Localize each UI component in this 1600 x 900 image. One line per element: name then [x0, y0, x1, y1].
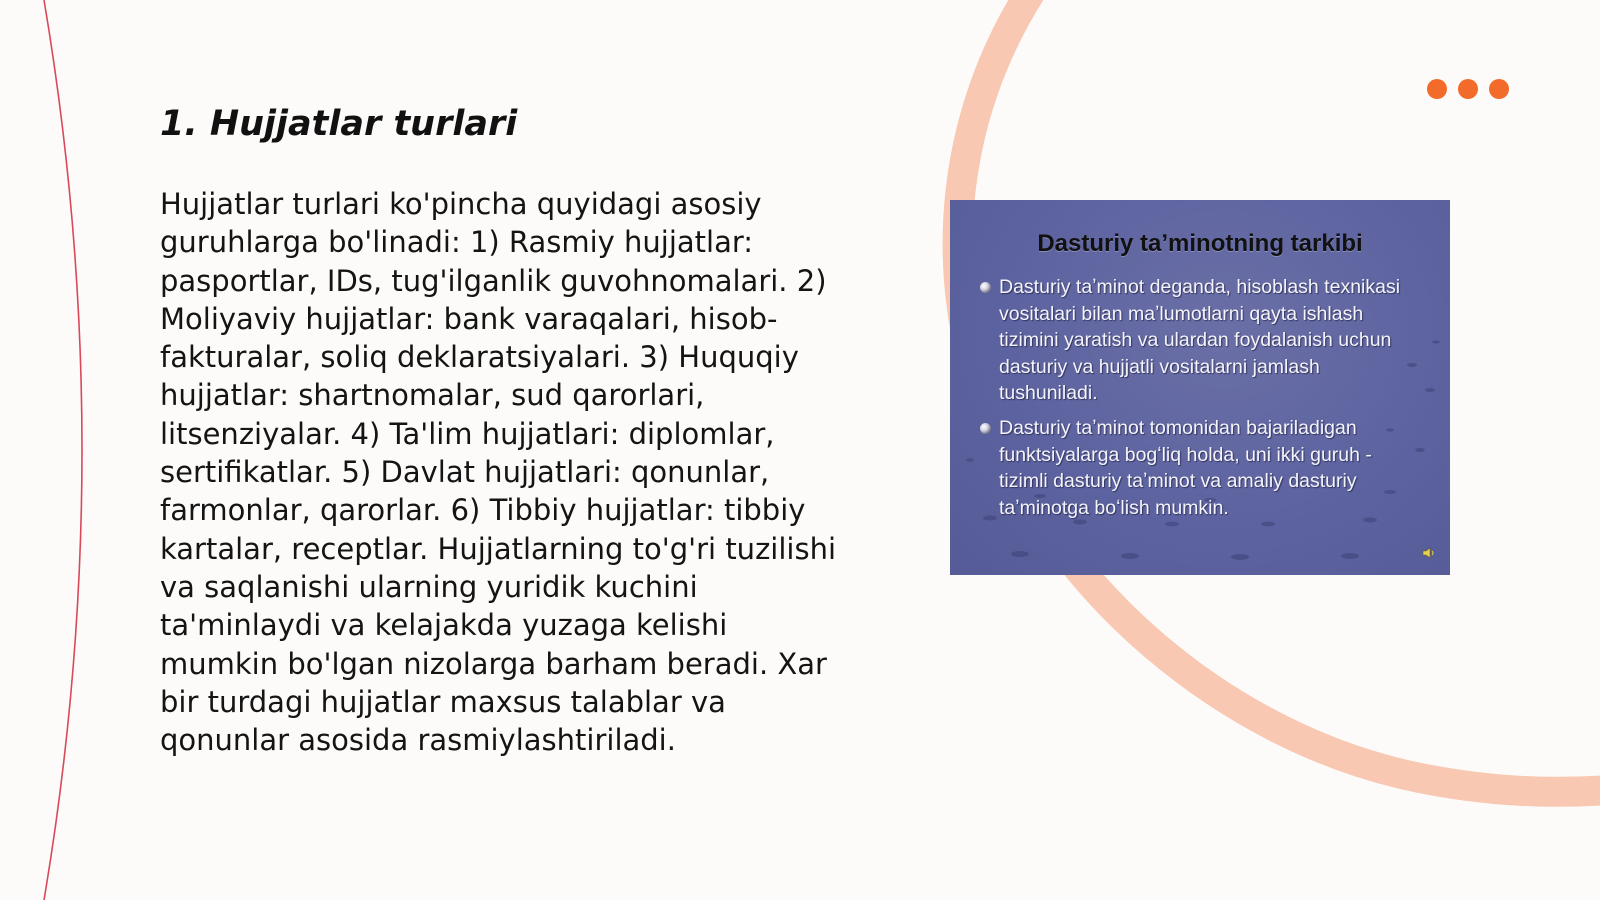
dot-icon	[1489, 79, 1509, 99]
inset-bullet-list	[980, 274, 1420, 529]
inset-bullet-item	[980, 274, 1420, 407]
slide-title: 1. Hujjatlar turlari	[160, 104, 518, 144]
sphere-bullet-icon	[980, 282, 991, 293]
dot-icon	[1458, 79, 1478, 99]
inset-title: Dasturiy taʼminotning tarkibi	[1037, 230, 1363, 257]
inset-bullet-text: Dasturiy taʼminot deganda, hisoblash texnikasi vositalari bilan maʼlumotlarni qayta ishlash tizimini yaratish va ulardan foydalanish uchun dasturiy va hujjatli vositalarni jamlash tushuniladi.	[999, 276, 1401, 405]
speaker-icon	[1422, 546, 1436, 560]
dot-icon	[1427, 79, 1447, 99]
inset-bullet-item	[980, 415, 1420, 521]
inset-slide-image	[950, 200, 1450, 575]
inset-bullet-text: Dasturiy taʼminot tomonidan bajariladigan funktsiyalarga bogʻliq holda, uni ikki guruh -tizimli dasturiy taʼminot va amaliy dasturiy taʼminotga boʻlish mumkin.	[999, 416, 1372, 519]
left-red-curve	[44, 0, 82, 900]
slide-body-text: Hujjatlar turlari ko'pincha quyidagi asosiy guruhlarga bo'linadi: 1) Rasmiy hujjatlar: pasportlar, IDs, tug'ilganlik guvohnomalari. 2) Moliyaviy hujjatlar: bank varaqalari, hisob-fakturalar, soliq deklaratsiyalari. 3) Huquqiy hujjatlar: shartnomalar, sud qarorlari, litsenziyalar. 4) Ta'lim hujjatlari: diplomlar, sertifikatlar. 5) Davlat hujjatlari: qonunlar, farmonlar, qarorlar. 6) Tibbiy hujjatlar: tibbiy kartalar, receptlar. Hujjatlarning to'g'ri tuzilishi va saqlanishi ularning yuridik kuchini ta'minlaydi va kelajakda yuzaga kelishi mumkin bo'lgan nizolarga barham beradi. Xar bir turdagi hujjatlar maxsus talablar va qonunlar asosida rasmiylashtiriladi.	[160, 187, 837, 758]
three-dots-icon	[1427, 79, 1509, 99]
sphere-bullet-icon	[980, 423, 991, 434]
